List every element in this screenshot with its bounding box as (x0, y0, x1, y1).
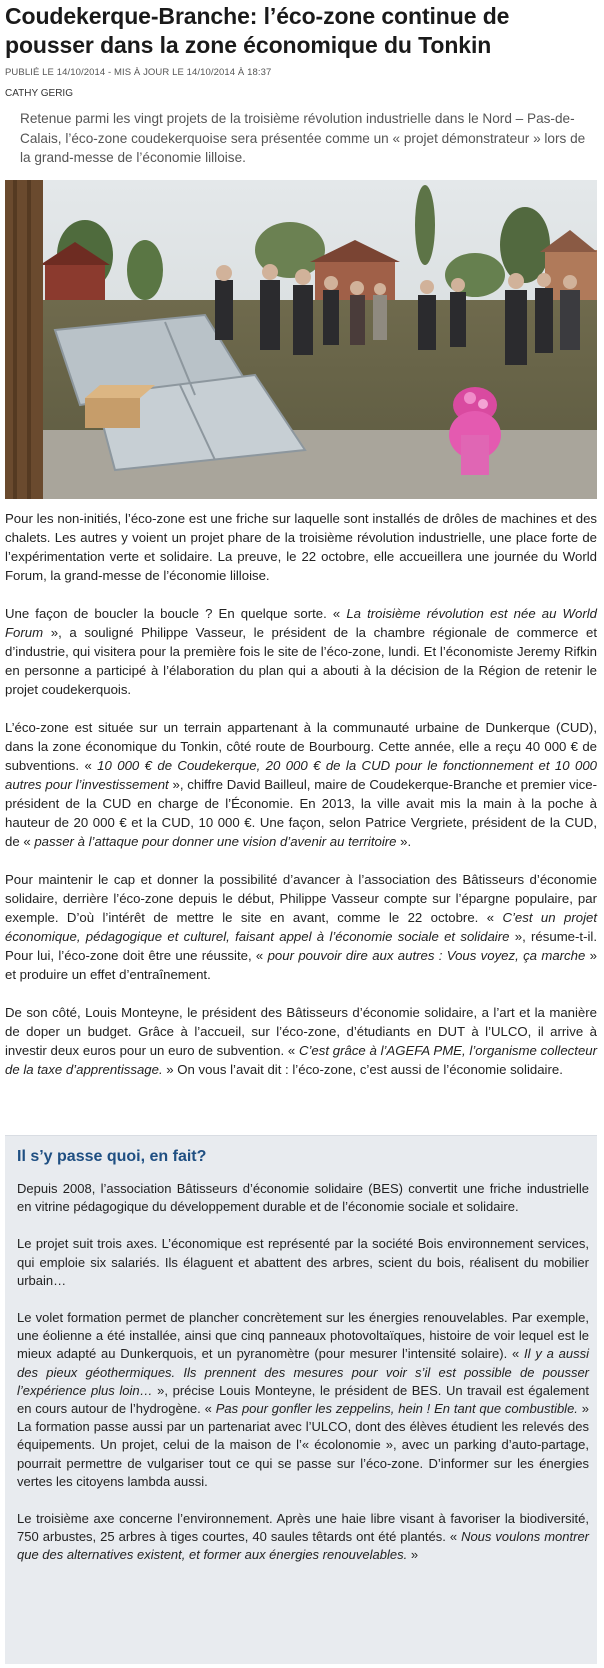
box-paragraph (17, 1510, 589, 1565)
paragraph-text: » On vous l’avait dit : l’éco-zone, c’est aussi de l’économie solidaire. (162, 1062, 563, 1077)
paragraph-text: Pour maintenir le cap et donner la possibilité d’avancer à l’association des Bâtisseurs d’économie solidaire, derrière l’éco-zone depuis le début, Philippe Vasseur compte sur l’épargne populaire, par exemple. D’où l’intérêt de mettre le site en avant, comme le 22 octobre. « (5, 872, 597, 925)
paragraph-text: » (407, 1547, 419, 1563)
paragraph-text: » et produire un effet d’entraînement. (5, 948, 597, 982)
paragraph-text: Pour les non-initiés, l’éco-zone est une friche sur laquelle sont installés de drôles de machines et des chalets. Les autres y voient un projet phare de la troisième révolution industrielle, une place forte de l’expérimentation verte et solidaire. La preuve, le 22 octobre, elle accueillera une journée du World Forum, la grand-messe de l’économie lilloise. (5, 511, 597, 583)
paragraph-text: L’éco-zone est située sur un terrain appartenant à la communauté urbaine de Dunkerque (CUD), dans la zone économique du Tonkin, côté route de Bourbourg. Cette année, elle a reçu 40 000 € de subventions. « (5, 720, 597, 773)
quote-text: Nous voulons montrer que des alternatives existent, et former aux énergies renouvelables. (17, 1529, 590, 1563)
quote-text: passer à l’attaque pour donner une vision d’avenir au territoire (34, 834, 397, 849)
quote-text: C’est un projet économique, pédagogique et culturel, faisant appel à l’économie sociale et solidaire (5, 910, 597, 944)
paragraph-text: Le troisième axe concerne l’environnement. Après une haie libre visant à favoriser la biodiversité, 750 arbustes, 25 arbres à tiges courtes, 40 saules têtards ont été plantés. « (17, 1511, 589, 1545)
quote-text: C’est grâce à l’AGEFA PME, l’organisme collecteur de la taxe d’apprentissage. (5, 1043, 597, 1077)
box-body (17, 1180, 589, 1584)
paragraph-text: ». (396, 834, 412, 849)
paragraph-text: De son côté, Louis Monteyne, le président des Bâtisseurs d’économie solidaire, a l’art et la manière de doper un budget. Grâce à l’accueil, sur l’éco-zone, d’étudiants en DUT à l’ULCO, il arrive à investir deux euros pour un euro de subvention. « (5, 1005, 597, 1058)
sidebar-box (5, 1135, 597, 1664)
box-paragraph (17, 1235, 589, 1290)
paragraph-text: », a souligné Philippe Vasseur, le président de la chambre régionale de commerce et d’industrie, qui visitera pour la première fois le site de l’éco-zone, lundi. Et l’économiste Jeremy Rifkin en personne a participé à l’élaboration du plan qui a abouti à la décision de la Région de retenir le projet coudekerquois. (5, 625, 597, 697)
body-paragraph (5, 509, 597, 585)
body-paragraph (5, 1003, 597, 1079)
publication-meta: PUBLIÉ LE 14/10/2014 - MIS À JOUR LE 14/10/2014 À 18:37 (5, 67, 272, 78)
article-lead: Retenue parmi les vingt projets de la troisième révolution industrielle dans le Nord – Pas-de-Calais, l’éco-zone coudekerquoise sera présentée comme un « projet démonstrateur » lors de la grand-messe de l’économie lilloise. (20, 111, 586, 165)
quote-text: 10 000 € de Coudekerque, 20 000 € de la CUD pour le fonctionnement et 10 000 autres pour l’investissement (5, 758, 597, 792)
paragraph-text: », précise Louis Monteyne, le président de BES. Un travail est également en cours autour de l’hydrogène. « (17, 1382, 589, 1417)
photo-illustration (5, 180, 597, 499)
paragraph-text: », chiffre David Bailleul, maire de Coudekerque-Branche et premier vice-président de la CUD en charge de l’Économie. En 2013, la ville avait mis la main à la poche à hauteur de 20 000 € et la CUD, 10 000 €. Une façon, selon Patrice Vergriete, président de la CUD, de « (5, 777, 598, 849)
paragraph-text: » La formation passe aussi par un partenariat avec l’ULCO, dont des élèves étudient les relevés des équipements. Un projet, celui de la maison de l’« écolonomie », avec un parking d’auto-partage, pourrait permettre de vulgariser tout ce qui se passe sur l’éco-zone. D’informer sur les énergies vertes les citoyens lambda aussi. (17, 1401, 589, 1489)
paragraph-text: Depuis 2008, l’association Bâtisseurs d’économie solidaire (BES) convertit une friche industrielle en vitrine pédagogique du développement durable et de l’économie sociale et solidaire. (17, 1181, 589, 1215)
body-paragraph (5, 870, 597, 984)
quote-text: La troisième révolution est née au World Forum (5, 606, 597, 640)
paragraph-text: Le volet formation permet de plancher concrètement sur les énergies renouvelables. Par exemple, une éolienne a été installée, ainsi que cinq panneaux photovoltaïques, histoire de voir lequel est le mieux adapté au Dunkerquois, et un pyranomètre (pour mesurer l’intensité solaire). « (17, 1310, 589, 1362)
article-photo (5, 180, 597, 499)
article-title: Coudekerque-Branche: l’éco-zone continue de pousser dans la zone économique du Tonkin (5, 3, 510, 58)
body-paragraph (5, 604, 597, 699)
paragraph-text: Le projet suit trois axes. L’économique est représenté par la société Bois environnement services, qui emploie six salariés. Ils élaguent et abattent des arbres, scient du bois, réalisent du mobilier urbain… (17, 1236, 589, 1288)
author-name: CATHY GERIG (5, 88, 73, 99)
box-title: Il s’y passe quoi, en fait? (17, 1148, 207, 1165)
paragraph-text: Une façon de boucler la boucle ? En quelque sorte. « (5, 606, 347, 621)
quote-text: pour pouvoir dire aux autres : Vous voyez, ça marche (267, 948, 586, 963)
box-paragraph (17, 1309, 589, 1491)
quote-text: Il y a aussi des pieux géothermiques. Ils prennent des mesures pour voir s’il est possible de pousser l’expérience plus loin… (17, 1346, 589, 1398)
body-paragraph (5, 718, 597, 851)
box-paragraph (17, 1180, 589, 1216)
paragraph-text: », résume-t-il. Pour lui, l’éco-zone doit être une réussite, « (5, 929, 597, 963)
article-body (5, 509, 597, 1098)
quote-text: Pas pour gonfler les zeppelins, hein ! En tant que combustible. (215, 1401, 578, 1417)
